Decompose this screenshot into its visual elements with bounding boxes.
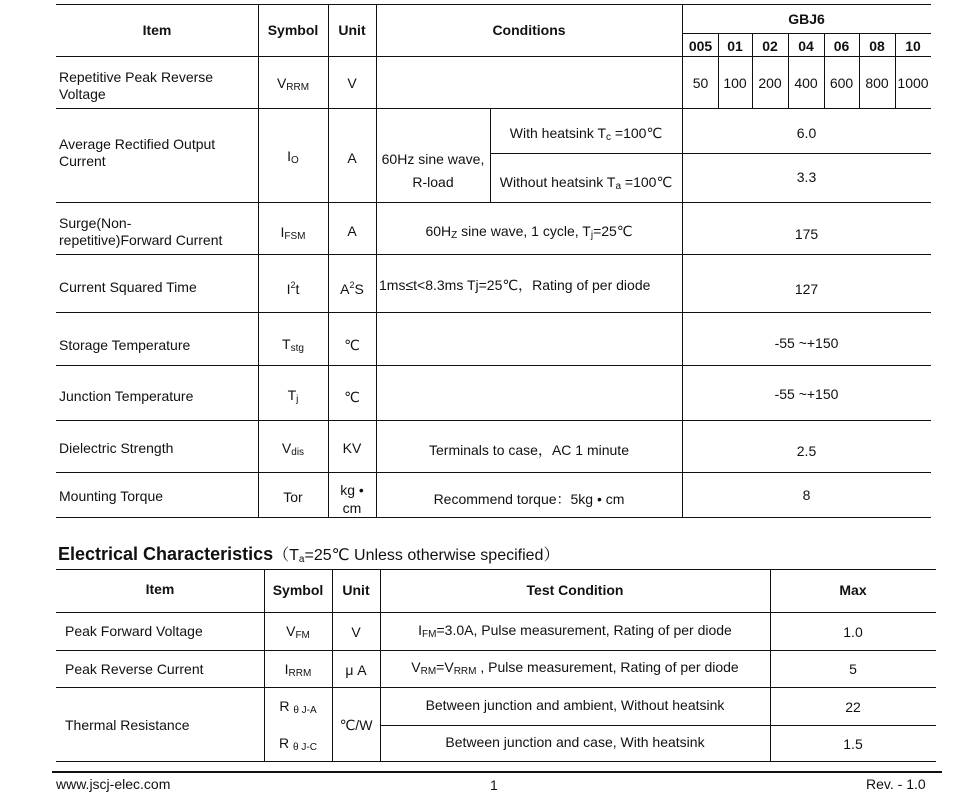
section-title: Electrical Characteristics [58, 544, 274, 564]
unit-cell: ℃ [344, 337, 360, 353]
col-header-max: Max [839, 582, 867, 598]
variant-label: 005 [688, 38, 713, 54]
symbol-cell: $V_{RRM}$ [276, 75, 310, 93]
symbol-cell: R $_{\theta J-C}$ [279, 735, 317, 753]
col-header-part: GBJ6 [788, 11, 825, 27]
item-label: Dielectric Strength [59, 440, 174, 456]
col-header-item: Item [142, 22, 172, 38]
unit-cell: $A^2S$ [340, 280, 364, 297]
max-cell: 22 [845, 699, 861, 715]
condition-cell: $I_{FM}=3.0A$, Pulse measurement, Rating of per diode [418, 622, 732, 640]
variant-label: 06 [833, 38, 850, 54]
unit-cell: V [351, 624, 361, 640]
symbol-cell: $I^2t$ [286, 280, 300, 297]
col-header-test-condition: Test Condition [526, 582, 624, 598]
value-cell: 100 [723, 75, 747, 91]
max-cell: 5 [849, 661, 857, 677]
symbol-cell: R $_{\theta J-A}$ [279, 698, 317, 716]
value-cell: -55 ~+150 [774, 386, 839, 402]
item-label: Peak Reverse Current [65, 661, 204, 677]
value-cell: 400 [794, 75, 818, 91]
col-header-symbol: Symbol [267, 22, 319, 38]
value-cell: 1000 [897, 75, 929, 91]
item-label: Junction Temperature [59, 388, 194, 404]
max-cell: 1.5 [843, 736, 863, 752]
condition-cell: With heatsink $T_c$ =100℃ [509, 125, 663, 143]
unit-cell: KV [342, 440, 362, 456]
symbol-cell: Tor [283, 489, 303, 505]
item-label: Mounting Torque [59, 488, 164, 504]
condition-cell: 1ms≤t<8.3ms Tj=25℃，Rating of per diode [379, 277, 651, 293]
condition-cell: 60Hz sine wave, [381, 151, 485, 167]
variant-label: 04 [798, 38, 814, 54]
value-cell: 2.5 [796, 443, 817, 459]
condition-cell: Without heatsink $T_a$ =100℃ [499, 174, 673, 192]
variant-label: 02 [762, 38, 778, 54]
item-label: Thermal Resistance [65, 717, 190, 733]
item-label: Repetitive Peak Reverse [59, 69, 214, 85]
footer-rule [52, 771, 942, 773]
col-header-unit: Unit [342, 582, 370, 598]
section-note: （$T_a=25℃$ Unless otherwise specified） [273, 547, 560, 565]
item-label: Voltage [59, 86, 106, 102]
unit-cell: cm [342, 500, 362, 516]
item-label: Storage Temperature [59, 337, 191, 353]
value-cell: 8 [802, 487, 811, 503]
symbol-cell: $T_{stg}$ [282, 336, 304, 354]
variant-label: 10 [905, 38, 921, 54]
value-cell: 50 [692, 75, 709, 91]
item-label: Average Rectified Output [59, 136, 216, 152]
unit-cell: A [347, 223, 357, 239]
condition-cell: $V_{RM}=V_{RRM}$ , Pulse measurement, Rating of per diode [411, 659, 739, 677]
col-header-conditions: Conditions [492, 22, 566, 38]
condition-cell: $60H_Z$ sine wave, 1 cycle, $T_j=25℃$ [425, 223, 633, 241]
symbol-cell: $V_{dis}$ [281, 440, 305, 458]
value-cell: 6.0 [796, 125, 817, 141]
unit-cell: V [347, 75, 357, 91]
value-cell: 175 [794, 226, 819, 242]
variant-label: 08 [869, 38, 885, 54]
value-cell: 3.3 [796, 169, 817, 185]
symbol-cell: $I_O$ [287, 148, 299, 166]
unit-cell: μ A [345, 662, 367, 678]
unit-cell: ℃/W [339, 717, 373, 733]
col-header-unit: Unit [338, 22, 366, 38]
footer-page-number: 1 [490, 777, 498, 793]
unit-cell: A [347, 150, 357, 166]
value-cell: -55 ~+150 [774, 335, 839, 351]
condition-cell: R-load [412, 174, 454, 190]
symbol-cell: $V_{FM}$ [286, 623, 310, 641]
footer-website[interactable]: www.jscj-elec.com [56, 776, 171, 792]
value-cell: 127 [794, 281, 819, 297]
item-label: Peak Forward Voltage [65, 623, 203, 639]
condition-cell: Recommend torque：5kg • cm [433, 491, 625, 507]
item-label: repetitive)Forward Current [59, 232, 223, 248]
item-label: Current Squared Time [59, 279, 197, 295]
condition-cell: Between junction and case, With heatsink [445, 734, 705, 750]
value-cell: 800 [865, 75, 889, 91]
footer-revision: Rev. - 1.0 [866, 776, 926, 792]
condition-cell: Between junction and ambient, Without heatsink [425, 697, 725, 713]
section-heading [58, 542, 559, 565]
unit-cell: ℃ [344, 389, 360, 405]
condition-cell: Terminals to case，AC 1 minute [429, 442, 629, 458]
max-cell: 1.0 [843, 624, 863, 640]
item-label: Current [59, 153, 106, 169]
symbol-cell: $T_j$ [287, 387, 299, 405]
col-header-item: Item [145, 581, 175, 597]
symbol-cell: $I_{RRM}$ [284, 661, 312, 679]
symbol-cell: $I_{FSM}$ [280, 224, 306, 242]
variant-label: 01 [727, 38, 743, 54]
col-header-symbol: Symbol [272, 582, 324, 598]
unit-cell: kg • [340, 482, 364, 498]
value-cell: 600 [829, 75, 854, 91]
value-cell: 200 [758, 75, 782, 91]
item-label: Surge(Non- [59, 215, 132, 231]
